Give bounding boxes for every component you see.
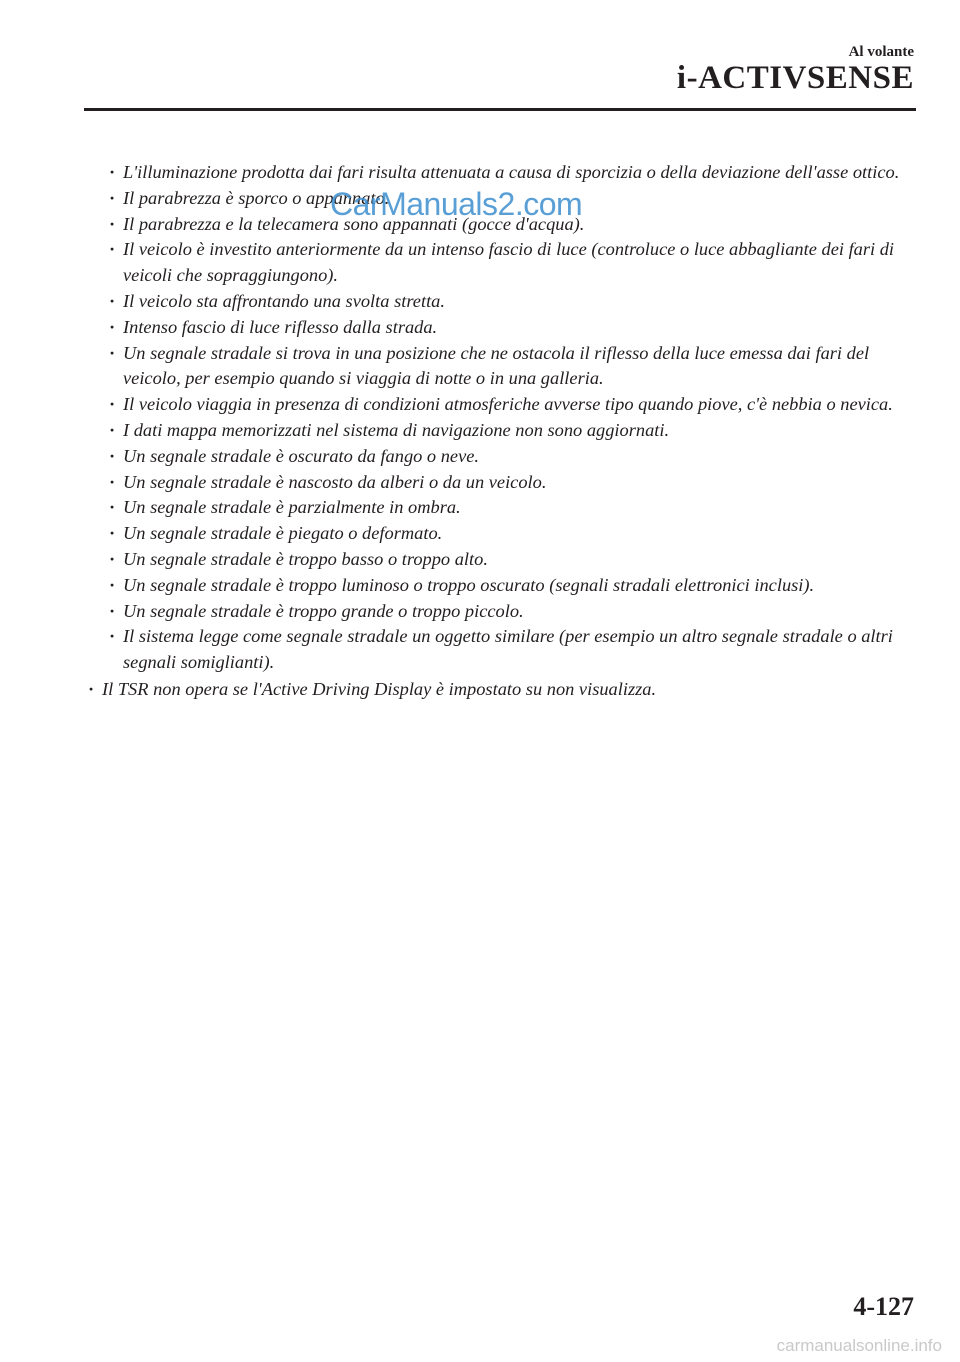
watermark-url: carmanualsonline.info bbox=[776, 1336, 942, 1355]
list-item: · Il parabrezza è sporco o appannato. bbox=[88, 186, 916, 212]
chapter-title: i-ACTIVSENSE bbox=[676, 60, 914, 96]
page-number: 4-127 bbox=[853, 1292, 914, 1321]
list-item: · Il sistema legge come segnale stradale un oggetto similare (per esempio un altro segnale stradale o altri segnali somiglianti). bbox=[88, 624, 916, 676]
section-title: Al volante bbox=[848, 44, 914, 60]
condition-list bbox=[88, 160, 916, 703]
list-item: · Un segnale stradale è piegato o deformato. bbox=[88, 521, 916, 547]
header-divider bbox=[84, 108, 916, 111]
list-item: · Un segnale stradale è troppo luminoso o troppo oscurato (segnali stradali elettronici inclusi). bbox=[88, 573, 916, 599]
list-item: · Intenso fascio di luce riflesso dalla strada. bbox=[88, 315, 916, 341]
list-item: · Un segnale stradale è oscurato da fango o neve. bbox=[88, 444, 916, 470]
main-note: · Il TSR non opera se l'Active Driving Display è impostato su non visualizza. bbox=[88, 677, 916, 703]
list-item: · Un segnale stradale è troppo grande o troppo piccolo. bbox=[88, 599, 916, 625]
list-item: · Un segnale stradale si trova in una posizione che ne ostacola il riflesso della luce emessa dai fari del veicolo, per esempio quando si viaggia di notte o in una galleria. bbox=[88, 341, 916, 393]
list-item: · Il parabrezza e la telecamera sono appannati (gocce d'acqua). bbox=[88, 212, 916, 238]
list-item: · L'illuminazione prodotta dai fari risulta attenuata a causa di sporcizia o della deviazione dell'asse ottico. bbox=[88, 160, 916, 186]
list-item: · Il veicolo è investito anteriormente da un intenso fascio di luce (controluce o luce abbagliante dei fari di veicoli che sopraggiungono). bbox=[88, 237, 916, 289]
list-item: · Un segnale stradale è parzialmente in ombra. bbox=[88, 495, 916, 521]
watermark-logo: CarManuals2.com bbox=[330, 186, 583, 222]
list-item: · Il veicolo viaggia in presenza di condizioni atmosferiche avverse tipo quando piove, c'è nebbia o nevica. bbox=[88, 392, 916, 418]
list-item: · Un segnale stradale è troppo basso o troppo alto. bbox=[88, 547, 916, 573]
list-item: · I dati mappa memorizzati nel sistema di navigazione non sono aggiornati. bbox=[88, 418, 916, 444]
list-item: · Un segnale stradale è nascosto da alberi o da un veicolo. bbox=[88, 470, 916, 496]
list-item: · Il veicolo sta affrontando una svolta stretta. bbox=[88, 289, 916, 315]
